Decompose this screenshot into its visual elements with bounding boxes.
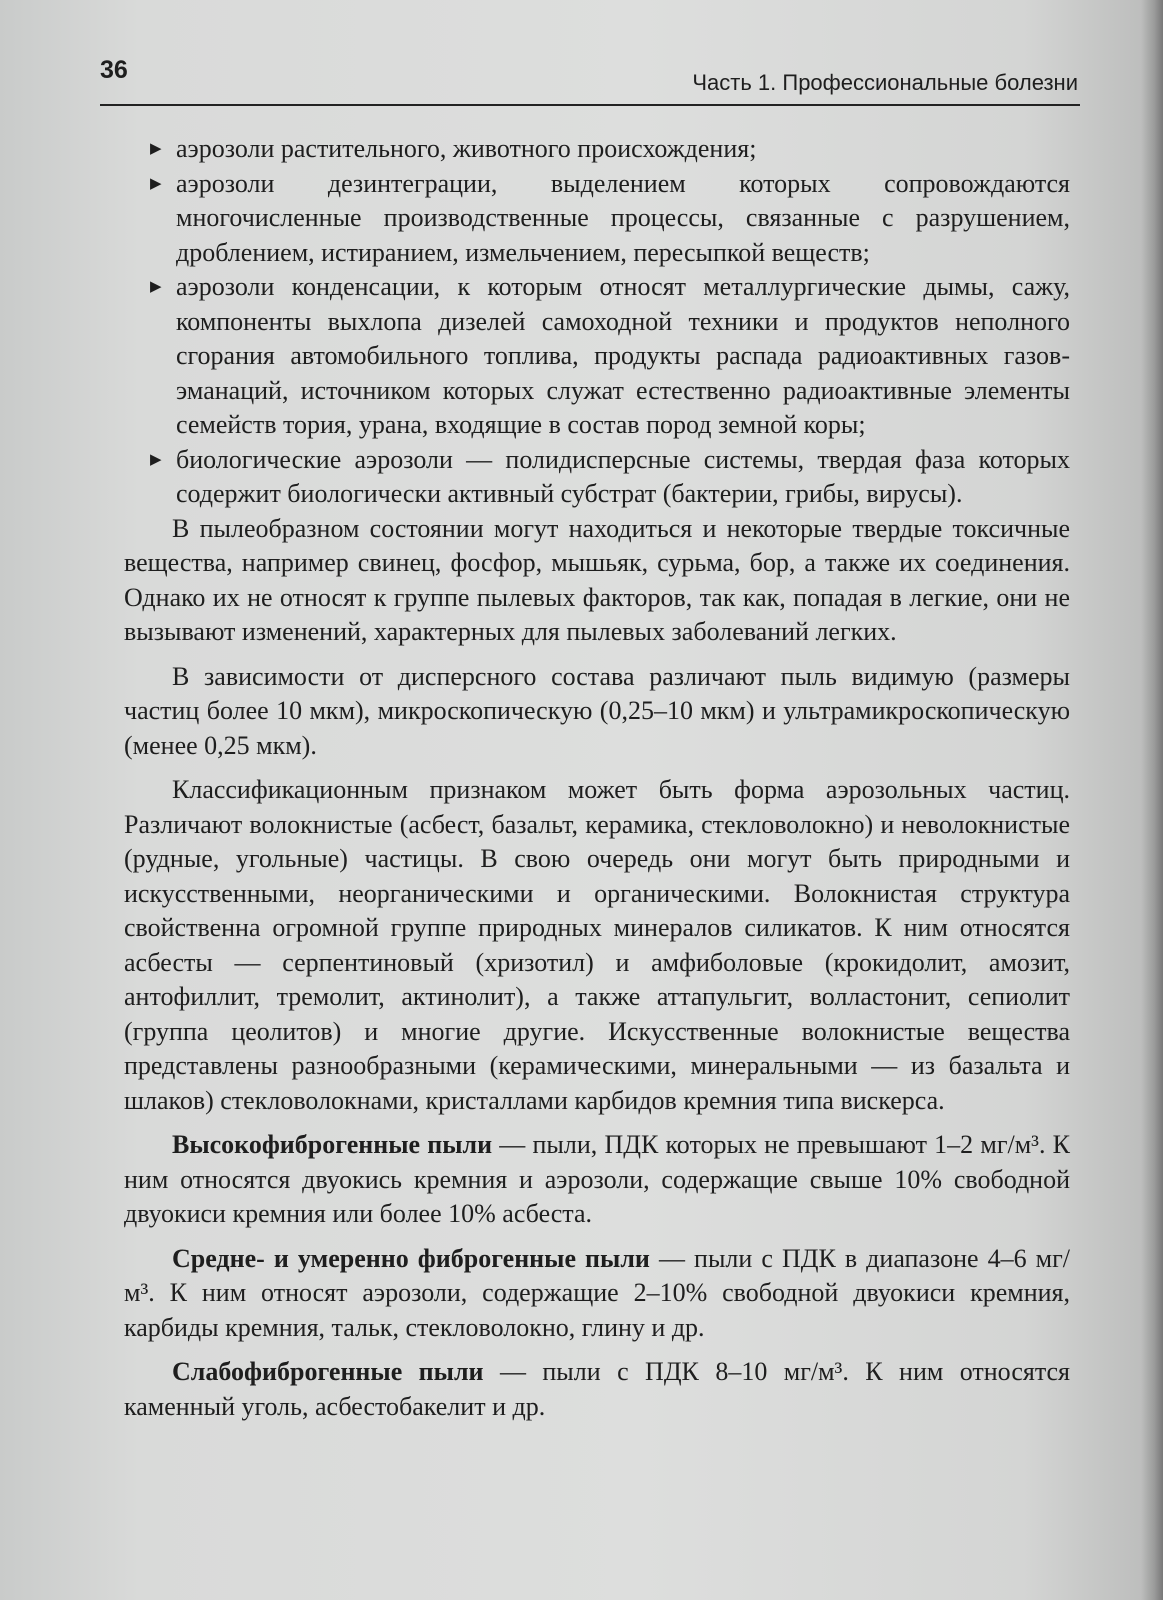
paragraph-toxic-dusts: В пылеобразном состоянии могут находиться и некоторые твердые токсичные вещества, например свинец, фосфор, мышьяк, сурьма, бор, а также их соединения. Однако их не относят к группе пылевых факторов, так как, попадая в легкие, они не вызывают изменений, характерных для пылевых заболеваний легких. [124, 513, 1070, 646]
list-item-text: аэрозоли дезинтеграции, выделением которых сопровождаются многочисленные производственные процессы, связанные с разрушением, дроблением, истиранием, измельчением, пересыпкой веществ; [176, 168, 1070, 267]
definition-moderate-fibrogenic: — пыли с ПДК в диапазоне 4–6 мг/м³. К ним относят аэрозоли, содержащие 2–10% свободной двуокиси кремния, карбиды кремния, тальк, стекловолокно, глину и др. [124, 1243, 1070, 1342]
list-item [124, 132, 1070, 167]
definition-high-fibrogenic: — пыли, ПДК которых не превышают 1–2 мг/м³. К ним относятся двуокись кремния и аэрозоли, содержащие свыше 10% свободной двуокиси кремния или более 10% асбеста. [124, 1130, 1070, 1228]
list-item-text: аэрозоли конденсации, к которым относят металлургические дымы, сажу, компоненты выхлопа дизелей самоходной техники и продуктов неполного сгорания автомобильного топлива, продукты распада радиоактивных газов-эманаций, источником которых служат естественно радиоактивные элементы семейств тория, урана, входящие в состав пород земной коры; [176, 272, 1070, 439]
header-rule [100, 104, 1080, 106]
list-item-text: аэрозоли растительного, животного происхождения; [176, 134, 757, 163]
aerosol-type-list [124, 132, 1070, 512]
page-edge-shadow [1141, 0, 1163, 1600]
page-body [124, 132, 1070, 1424]
list-item [124, 167, 1070, 271]
list-item [124, 270, 1070, 443]
term-high-fibrogenic: Высокофиброгенные пыли [172, 1130, 493, 1159]
triangle-right-icon: ▶ [150, 175, 162, 192]
term-moderate-fibrogenic: Средне- и умеренно фиброгенные пыли [172, 1243, 650, 1273]
term-weak-fibrogenic: Слабофиброгенные пыли [172, 1357, 484, 1386]
paragraph-particle-shape: Классификационным признаком может быть форма аэрозольных частиц. Различают волокнистые (асбест, базальт, керамика, стекловолокно) и неволокнистые (рудные, угольные) частицы. В свою очередь они могут быть природными и искусственными, неорганическими и органическими. Волокнистая структура свойственна огромной группе природных минералов силикатов. К ним относятся асбесты — серпентиновый (хризотил) и амфиболовые (крокидолит, амозит, антофиллит, тремолит, актинолит), а также аттапульгит, волластонит, сепиолит (группа цеолитов) и многие другие. Искусственные волокнистые вещества представлены разнообразными (керамическими, минеральными — из базальта и шлаков) стекловолокнами, кристаллами карбидов кремния типа вискерса. [124, 775, 1070, 1115]
triangle-right-icon: ▶ [150, 279, 162, 295]
running-title: Часть 1. Профессиональные болезни [692, 70, 1078, 95]
page-header [100, 56, 1078, 106]
triangle-right-icon: ▶ [150, 141, 162, 157]
triangle-right-icon: ▶ [150, 451, 162, 468]
list-item-text: биологические аэрозоли — полидисперсные системы, твердая фаза которых содержит биологически активный субстрат (бактерии, грибы, вирусы). [176, 444, 1070, 508]
paragraph-moderate-fibrogenic [124, 1242, 1070, 1346]
paragraph-dispersion: В зависимости от дисперсного состава различают пыль видимую (размеры частиц более 10 мкм), микроскопическую (0,25–10 мкм) и ультрамикроскопическую (менее 0,25 мкм). [124, 661, 1070, 760]
definition-weak-fibrogenic: — пыли с ПДК 8–10 мг/м³. К ним относятся каменный уголь, асбестобакелит и др. [124, 1357, 1070, 1421]
paragraph-weak-fibrogenic [124, 1355, 1070, 1424]
list-item [124, 443, 1070, 512]
paragraph-high-fibrogenic [124, 1128, 1070, 1232]
page-number: 36 [100, 56, 128, 84]
